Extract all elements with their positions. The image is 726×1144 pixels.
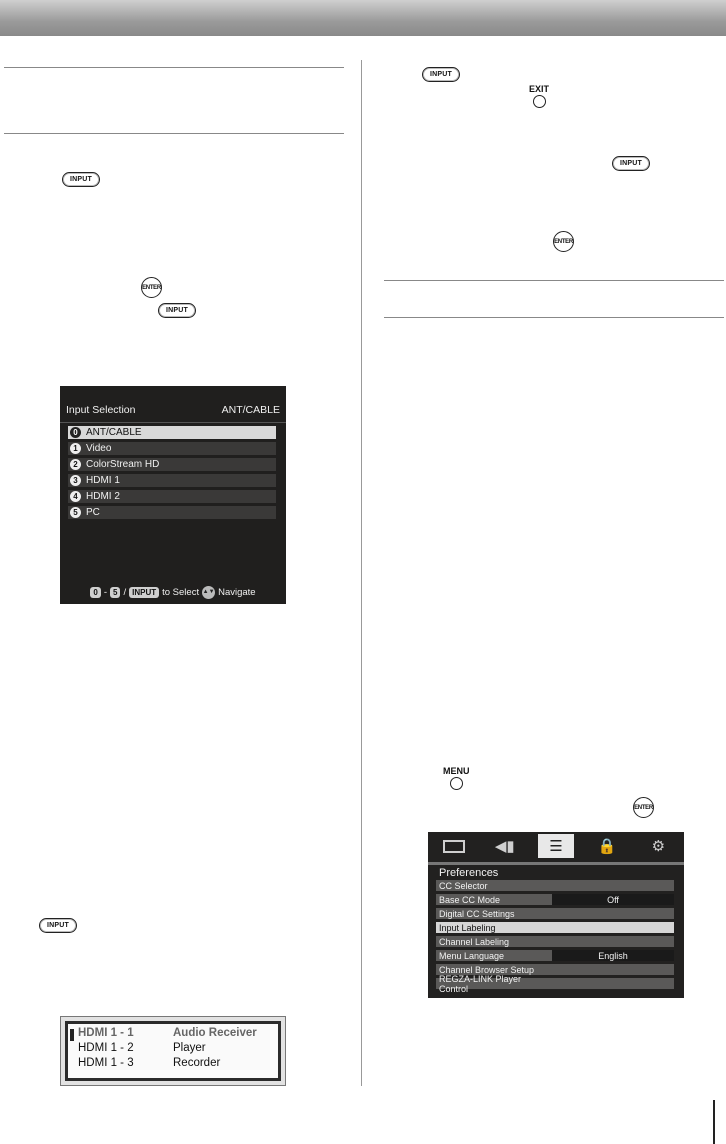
footer-slash: / xyxy=(123,586,127,598)
menu-item-label: REGZA-LINK Player Control xyxy=(439,973,522,994)
menu-item-regza-link-player-control[interactable] xyxy=(436,973,674,994)
section-rule xyxy=(4,67,344,68)
menu-item-input-labeling[interactable] xyxy=(436,922,674,933)
menu-item-label: Digital CC Settings xyxy=(439,908,515,919)
menu-item-value[interactable]: Off xyxy=(552,894,674,905)
speaker-icon[interactable]: ◀▮ xyxy=(494,838,515,855)
input-option-label: PC xyxy=(86,507,100,518)
input-key-icon: INPUT xyxy=(129,587,159,598)
menu-item-menu-language[interactable] xyxy=(436,950,674,961)
number-key-icon: 2 xyxy=(70,459,81,470)
menu-item-base-cc-mode[interactable] xyxy=(436,894,674,905)
input-button-icon: INPUT xyxy=(39,918,77,933)
menu-item-label: CC Selector xyxy=(439,880,488,891)
section-rule xyxy=(384,280,724,281)
menu-button-label: MENU xyxy=(443,766,470,776)
hdmi-device-name: Recorder xyxy=(173,1057,221,1069)
hdmi-port-label: HDMI 1 - 3 xyxy=(78,1057,134,1069)
input-button-icon: INPUT xyxy=(422,67,460,82)
number-key-icon: 1 xyxy=(70,443,81,454)
input-option-label: Video xyxy=(86,443,112,454)
section-rule xyxy=(384,317,724,318)
hdmi-port-label: HDMI 1 - 1 xyxy=(78,1027,134,1039)
page-header-bar xyxy=(0,0,726,36)
enter-button-icon: ENTER xyxy=(633,797,654,818)
current-input-label: ANT/CABLE xyxy=(221,404,280,416)
menu-item-label: Channel Labeling xyxy=(439,936,510,947)
navigate-arrows-icon: ▲▼ xyxy=(202,586,215,599)
selection-cursor xyxy=(70,1029,74,1041)
menu-item-value[interactable]: English xyxy=(552,950,674,961)
hdmi-device-row[interactable] xyxy=(78,1027,278,1042)
input-button-icon: INPUT xyxy=(62,172,100,187)
hdmi-port-label: HDMI 1 - 2 xyxy=(78,1042,134,1054)
sliders-icon[interactable]: ☰ xyxy=(538,834,574,858)
enter-button-icon: ENTER xyxy=(141,277,162,298)
menu-item-label: Base CC Mode xyxy=(439,894,501,905)
range-dash: - xyxy=(103,586,108,598)
input-option-colorstream-hd[interactable] xyxy=(68,458,276,471)
gear-icon[interactable]: ⚙ xyxy=(651,838,666,855)
menu-item-channel-labeling[interactable] xyxy=(436,936,674,947)
menu-item-digital-cc-settings[interactable] xyxy=(436,908,674,919)
input-option-label: ColorStream HD xyxy=(86,459,160,470)
input-option-label: HDMI 1 xyxy=(86,475,120,486)
key-five-icon: 5 xyxy=(110,587,120,598)
hdmi-device-row[interactable] xyxy=(78,1042,278,1057)
menu-category-bar xyxy=(428,832,684,860)
header-divider xyxy=(60,422,286,423)
tv-picture-icon[interactable] xyxy=(436,834,472,858)
input-option-label: HDMI 2 xyxy=(86,491,120,502)
input-option-pc[interactable] xyxy=(68,506,276,519)
exit-button-label: EXIT xyxy=(529,84,550,94)
column-divider xyxy=(361,60,362,1086)
preferences-menu-screen xyxy=(428,832,684,998)
hdmi-device-name: Player xyxy=(173,1042,206,1054)
section-rule xyxy=(4,133,344,134)
input-button-icon: INPUT xyxy=(612,156,650,171)
page-edge-mark xyxy=(713,1100,715,1144)
number-key-icon: 5 xyxy=(70,507,81,518)
input-option-video[interactable] xyxy=(68,442,276,455)
number-key-icon: 0 xyxy=(70,427,81,438)
input-option-label: ANT/CABLE xyxy=(86,427,142,438)
input-option-hdmi-2[interactable] xyxy=(68,490,276,503)
hdmi-device-row[interactable] xyxy=(78,1057,278,1072)
enter-button-icon: ENTER xyxy=(553,231,574,252)
hdmi-device-list-frame xyxy=(65,1021,281,1081)
hdmi-device-list xyxy=(60,1016,286,1086)
input-option-ant-cable[interactable] xyxy=(68,426,276,439)
key-zero-icon: 0 xyxy=(90,587,100,598)
navigate-text: Navigate xyxy=(218,586,256,598)
number-key-icon: 4 xyxy=(70,491,81,502)
menu-item-label: Input Labeling xyxy=(439,922,496,933)
menu-button-icon xyxy=(450,777,463,790)
menu-item-label: Menu Language xyxy=(439,950,505,961)
input-option-hdmi-1[interactable] xyxy=(68,474,276,487)
input-selection-screen xyxy=(60,386,286,604)
hdmi-device-name: Audio Receiver xyxy=(173,1027,257,1039)
input-selection-title: Input Selection xyxy=(66,404,136,416)
lock-icon[interactable]: 🔒 xyxy=(597,838,617,855)
input-selection-header xyxy=(66,404,280,417)
to-select-text: to Select xyxy=(162,586,200,598)
input-selection-footer xyxy=(60,585,286,599)
menu-item-label: Channel Browser Setup xyxy=(439,964,535,975)
menu-divider xyxy=(428,862,684,865)
exit-button-icon xyxy=(533,95,546,108)
number-key-icon: 3 xyxy=(70,475,81,486)
input-button-icon: INPUT xyxy=(158,303,196,318)
menu-item-cc-selector[interactable] xyxy=(436,880,674,891)
preferences-title: Preferences xyxy=(439,867,499,879)
